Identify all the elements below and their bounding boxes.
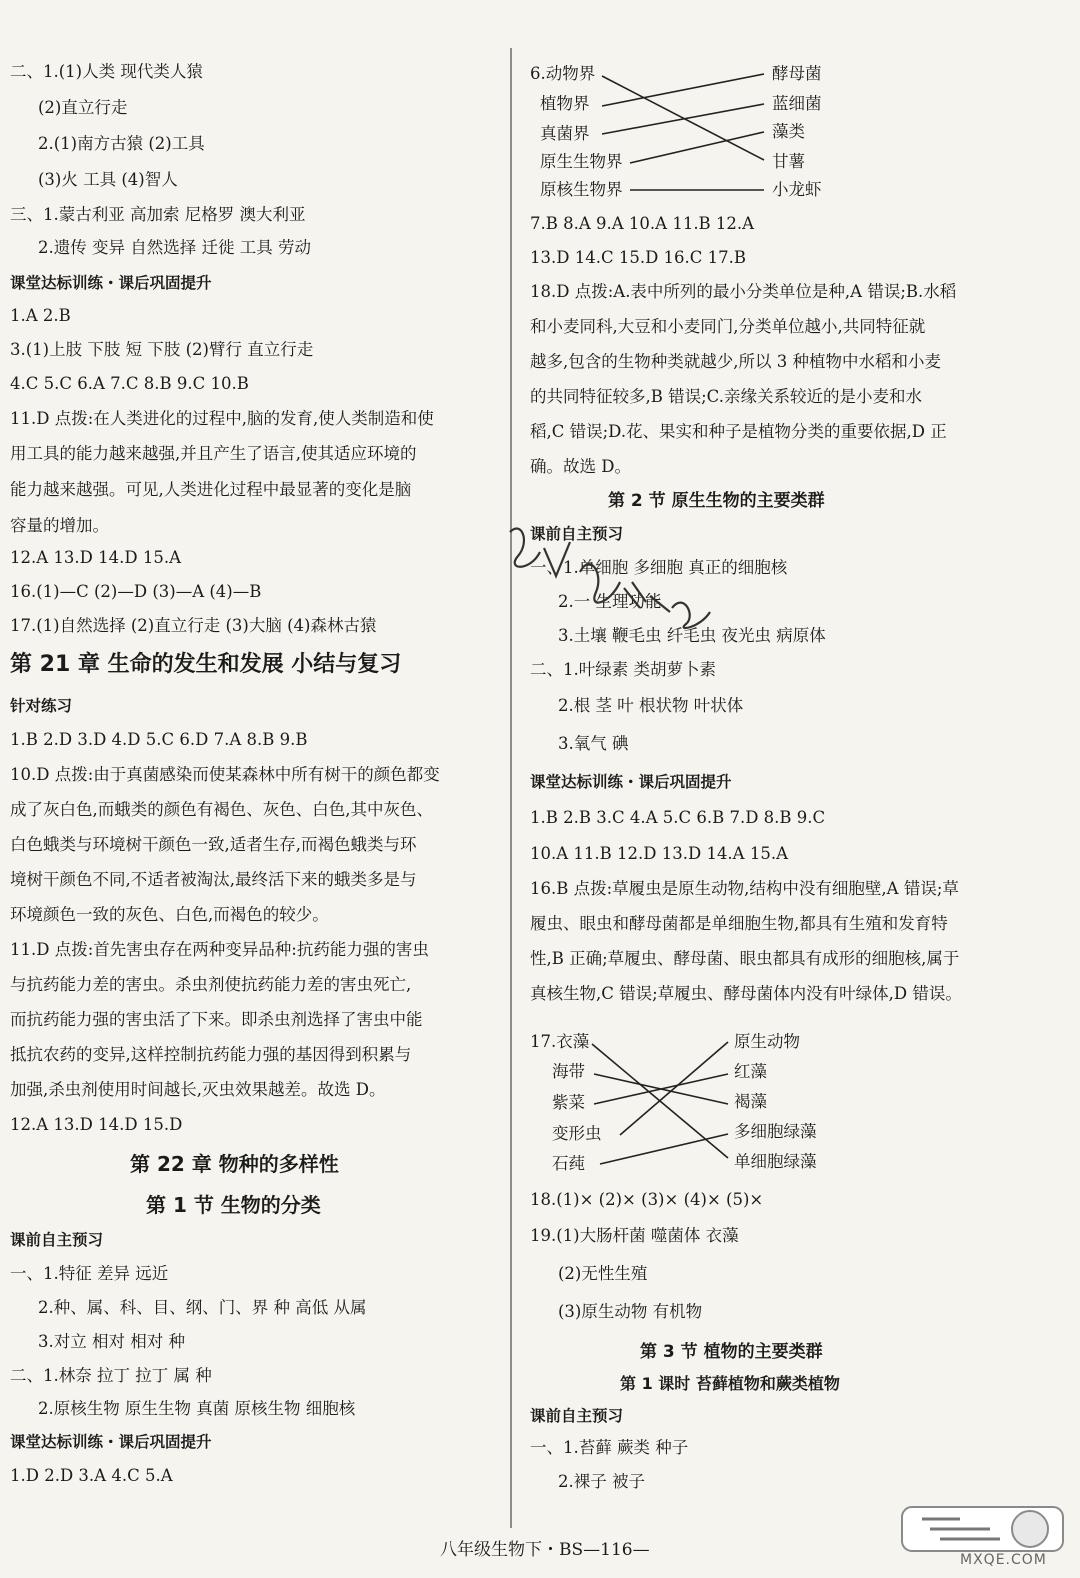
match-line <box>630 132 764 163</box>
text-line: 的共同特征较多,B 错误;C.亲缘关系较近的是小麦和水 <box>530 387 922 406</box>
match-right-item: 小龙虾 <box>772 180 822 199</box>
text-line: 1.B 2.B 3.C 4.A 5.C 6.B 7.D 8.B 9.C <box>530 808 826 827</box>
text-line: 16.(1)—C (2)—D (3)—A (4)—B <box>10 582 262 601</box>
text-line: (3)火 工具 (4)智人 <box>38 170 178 189</box>
match-line <box>620 1042 728 1135</box>
match-right-item: 红藻 <box>734 1062 767 1081</box>
text-line: 加强,杀虫剂使用时间越长,灭虫效果越差。故选 D。 <box>10 1080 386 1099</box>
text-line: 2.裸子 被子 <box>558 1472 645 1491</box>
section-heading: 第 3 节 植物的主要类群 <box>640 1342 823 1362</box>
match-left-item: 真菌界 <box>540 124 590 143</box>
text-line: 环境颜色一致的灰色、白色,而褐色的较少。 <box>10 905 329 924</box>
text-line: 3.氧气 碘 <box>558 734 629 753</box>
subsection-heading: 课堂达标训练・课后巩固提升 <box>530 773 732 791</box>
text-line: 11.D 点拨:在人类进化的过程中,脑的发育,使人类制造和使 <box>10 409 434 428</box>
match-right-item: 原生动物 <box>734 1032 800 1051</box>
match-left-item: 6.动物界 <box>530 64 596 83</box>
text-line: 10.D 点拨:由于真菌感染而使某森林中所有树干的颜色都变 <box>10 765 440 784</box>
text-line: 2.种、属、科、目、纲、门、界 种 高低 从属 <box>38 1298 367 1317</box>
text-line: 能力越来越强。可见,人类进化过程中最显著的变化是脑 <box>10 480 412 499</box>
text-line: 确。故选 D。 <box>530 457 631 476</box>
matching-diagram <box>530 62 850 202</box>
chapter-heading: 第 21 章 生命的发生和发展 小结与复习 <box>10 652 402 677</box>
text-line: 而抗药能力强的害虫活了下来。即杀虫剂选择了害虫中能 <box>10 1010 423 1029</box>
text-line: (2)直立行走 <box>38 98 128 117</box>
match-left-item: 17.衣藻 <box>530 1032 590 1051</box>
text-line: 抵抗农药的变异,这样控制抗药能力强的基因得到积累与 <box>10 1045 412 1064</box>
text-line: 7.B 8.A 9.A 10.A 11.B 12.A <box>530 214 755 233</box>
subsection-heading: 课堂达标训练・课后巩固提升 <box>10 1433 212 1451</box>
text-line: (2)无性生殖 <box>558 1264 648 1283</box>
watermark-text: MXQE.COM <box>960 1552 1047 1568</box>
text-line: 一、1.特征 差异 远近 <box>10 1264 169 1283</box>
section-heading: 第 2 节 原生生物的主要类群 <box>608 491 825 511</box>
text-line: (3)原生动物 有机物 <box>558 1302 703 1321</box>
subsection-heading: 课堂达标训练・课后巩固提升 <box>10 274 212 292</box>
text-line: 一、1.单细胞 多细胞 真正的细胞核 <box>530 558 788 577</box>
section-heading: 第 1 节 生物的分类 <box>146 1193 321 1217</box>
subsection-heading: 针对练习 <box>10 697 73 715</box>
text-line: 12.A 13.D 14.D 15.A <box>10 548 181 567</box>
text-line: 2.原核生物 原生生物 真菌 原核生物 细胞核 <box>38 1399 356 1418</box>
subsection-heading: 课前自主预习 <box>530 1407 624 1425</box>
matching-lines <box>530 62 850 202</box>
text-line: 越多,包含的生物种类就越少,所以 3 种植物中水稻和小麦 <box>530 352 941 371</box>
match-left-item: 海带 <box>552 1062 585 1081</box>
text-line: 16.B 点拨:草履虫是原生动物,结构中没有细胞壁,A 错误;草 <box>530 879 959 898</box>
match-left-item: 原生生物界 <box>540 152 623 171</box>
text-line: 13.D 14.C 15.D 16.C 17.B <box>530 248 747 267</box>
match-line <box>600 1134 728 1164</box>
text-line: 与抗药能力差的害虫。杀虫剂使抗药能力差的害虫死亡, <box>10 975 412 994</box>
match-line <box>602 104 764 134</box>
text-line: 境树干颜色不同,不适者被淘汰,最终活下来的蛾类多是与 <box>10 870 417 889</box>
match-right-item: 甘薯 <box>772 152 805 171</box>
text-line: 3.对立 相对 相对 种 <box>38 1332 185 1351</box>
subsection-heading: 课前自主预习 <box>10 1231 104 1249</box>
match-left-item: 石莼 <box>552 1154 585 1173</box>
text-line: 履虫、眼虫和酵母菌都是单细胞生物,都具有生殖和发育特 <box>530 914 948 933</box>
page-footer: 八年级生物下・BS—116— <box>440 1540 650 1560</box>
text-line: 成了灰白色,而蛾类的颜色有褐色、灰色、白色,其中灰色、 <box>10 800 433 819</box>
match-line <box>602 76 764 160</box>
match-right-item: 酵母菌 <box>772 64 822 83</box>
text-line: 一、1.苔藓 蕨类 种子 <box>530 1438 689 1457</box>
match-left-item: 变形虫 <box>552 1124 602 1143</box>
match-right-item: 多细胞绿藻 <box>734 1122 817 1141</box>
text-line: 1.B 2.D 3.D 4.D 5.C 6.D 7.A 8.B 9.B <box>10 730 308 749</box>
text-line: 19.(1)大肠杆菌 噬菌体 衣藻 <box>530 1226 739 1245</box>
text-line: 二、1.叶绿素 类胡萝卜素 <box>530 660 716 679</box>
text-line: 容量的增加。 <box>10 516 109 535</box>
text-line: 2.一 生理功能 <box>558 592 662 611</box>
text-line: 1.A 2.B <box>10 306 71 325</box>
match-left-item: 紫菜 <box>552 1093 585 1112</box>
text-line: 二、1.(1)人类 现代类人猿 <box>10 62 203 81</box>
text-line: 用工具的能力越来越强,并且产生了语言,使其适应环境的 <box>10 444 417 463</box>
chapter-heading: 第 22 章 物种的多样性 <box>130 1152 339 1176</box>
match-left-item: 植物界 <box>540 94 590 113</box>
text-line: 12.A 13.D 14.D 15.D <box>10 1115 183 1134</box>
text-line: 真核生物,C 错误;草履虫、酵母菌体内没有叶绿体,D 错误。 <box>530 984 962 1003</box>
text-line: 二、1.林奈 拉丁 拉丁 属 种 <box>10 1366 212 1385</box>
text-line: 和小麦同科,大豆和小麦同门,分类单位越小,共同特征就 <box>530 317 926 336</box>
matching-lines <box>530 1030 860 1180</box>
text-line: 10.A 11.B 12.D 13.D 14.A 15.A <box>530 844 788 863</box>
match-right-item: 单细胞绿藻 <box>734 1152 817 1171</box>
text-line: 18.D 点拨:A.表中所列的最小分类单位是种,A 错误;B.水稻 <box>530 282 957 301</box>
text-line: 1.D 2.D 3.A 4.C 5.A <box>10 1466 173 1485</box>
text-line: 稻,C 错误;D.花、果实和种子是植物分类的重要依据,D 正 <box>530 422 947 441</box>
subsection-heading: 课前自主预习 <box>530 525 624 543</box>
matching-diagram <box>530 1030 860 1180</box>
text-line: 白色蛾类与环境树干颜色一致,适者生存,而褐色蛾类与环 <box>10 835 417 854</box>
text-line: 2.根 茎 叶 根状物 叶状体 <box>558 696 744 715</box>
text-line: 18.(1)× (2)× (3)× (4)× (5)× <box>530 1190 764 1209</box>
match-right-item: 蓝细菌 <box>772 94 822 113</box>
lesson-heading: 第 1 课时 苔藓植物和蕨类植物 <box>620 1374 840 1393</box>
text-line: 性,B 正确;草履虫、酵母菌、眼虫都具有成形的细胞核,属于 <box>530 949 960 968</box>
match-right-item: 藻类 <box>772 122 805 141</box>
text-line: 2.遗传 变异 自然选择 迁徙 工具 劳动 <box>38 238 311 257</box>
text-line: 17.(1)自然选择 (2)直立行走 (3)大脑 (4)森林古猿 <box>10 616 377 635</box>
match-right-item: 褐藻 <box>734 1092 767 1111</box>
text-line: 3.(1)上肢 下肢 短 下肢 (2)臂行 直立行走 <box>10 340 314 359</box>
text-line: 11.D 点拨:首先害虫存在两种变异品种:抗药能力强的害虫 <box>10 940 429 959</box>
match-line <box>602 74 764 106</box>
column-divider <box>510 48 512 1528</box>
text-line: 2.(1)南方古猿 (2)工具 <box>38 134 205 153</box>
text-line: 4.C 5.C 6.A 7.C 8.B 9.C 10.B <box>10 374 249 393</box>
text-line: 三、1.蒙古利亚 高加索 尼格罗 澳大利亚 <box>10 205 306 224</box>
match-left-item: 原核生物界 <box>540 180 623 199</box>
handwritten-scribble <box>500 512 730 632</box>
text-line: 3.土壤 鞭毛虫 纤毛虫 夜光虫 病原体 <box>558 626 826 645</box>
